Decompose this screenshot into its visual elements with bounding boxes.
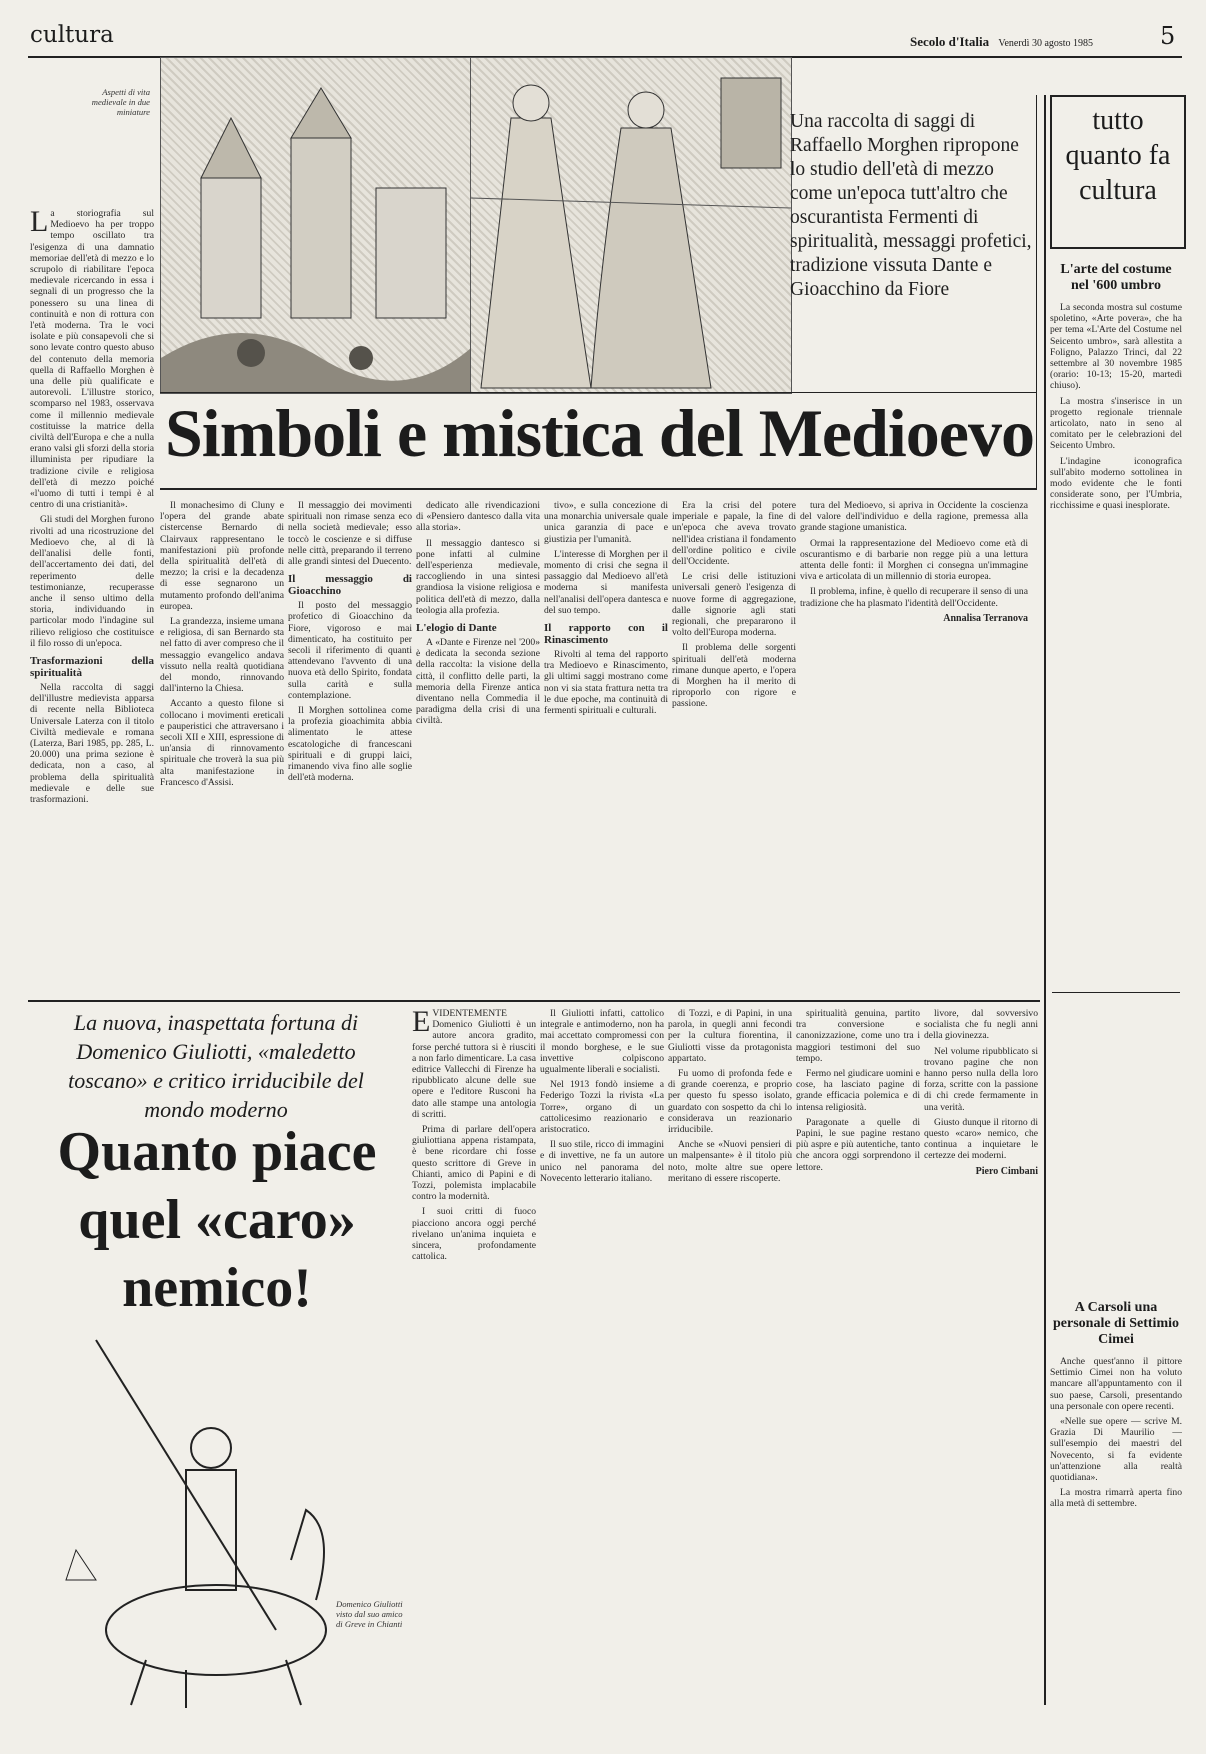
- drop-cap: L: [30, 208, 49, 238]
- article1-column-7: [800, 500, 1028, 998]
- banner-text: tutto quanto fa cultura: [1065, 105, 1171, 206]
- article2-column-5: [924, 1008, 1038, 1708]
- sidebar-paragraph: La seconda mostra sul costume spoletino, «Arte povera», che ha per tema «L'Arte del Costume nel Seicento umbro», sarà allestita a Foligno, Palazzo Trinci, dal 22 settembre al 30 novembre 1985 (orario: 10-13; 15-20, martedì chiuso).: [1050, 302, 1182, 392]
- article1-byline: Annalisa Terranova: [943, 612, 1028, 624]
- article1-subheading: Il messaggio di Gioacchino: [288, 573, 412, 598]
- article2-paragraph: di Tozzi, e di Papini, in una parola, in quegli anni fecondi per la cultura fiorentina, il Giuliotti visse da protagonista appartato.: [668, 1008, 792, 1064]
- article1-column-2: [160, 500, 284, 998]
- article2-paragraph: Giusto dunque il ritorno di questo «caro» nemico, che continua a inquietare le certezze dei moderni.: [924, 1116, 1038, 1162]
- sidebar-banner: [1050, 95, 1186, 249]
- sidebar-item-1: [1050, 262, 1182, 982]
- article1-paragraph: Le crisi delle istituzioni universali generò l'esigenza di nuove forme di aggregazione, dalle signorie agli stati regionali, che prepararono il volto dell'Europa moderna.: [672, 571, 796, 639]
- article2-lead-text: VIDENTEMENTE Domenico Giuliotti è un autore ancora gradito, forse perché tuttora si è riusciti a non farlo dimenticare. La casa editrice Vallecchi di Firenze ha ripubblicato alcune delle sue opere e l'editore Rusconi ha dato alle stampe una antologia di scritti.: [412, 1008, 536, 1120]
- article2-paragraph: I suoi critti di fuoco piacciono ancora oggi perché rivelano un'anima inquieta e sincera, profondamente cattolica.: [412, 1206, 536, 1263]
- article1-paragraph: Ormai la rappresentazione del Medioevo come età di oscurantismo e di barbarie non regge più a una lettura attenta delle fonti: il Morghen ci consegna un'immagine viva e articolata di un millennio di storia europea.: [800, 537, 1028, 583]
- article2-byline: Piero Cimbani: [975, 1165, 1038, 1177]
- article1-paragraph: Il problema, infine, è quello di recuperare il senso di una tradizione che ha plasmato l'identità dell'Occidente.: [800, 586, 1028, 609]
- miniature-illustration-left: [160, 57, 472, 394]
- article1-paragraph: Accanto a questo filone si collocano i movimenti ereticali e pauperistici che attraversano i secoli XII e XIII, espressione di un'ansia di rinnovamento spirituale che troverà la sua più alta manifestazione in Francesco d'Assisi.: [160, 698, 284, 788]
- image-caption: Aspetti di vita medievale in due miniature: [91, 87, 150, 117]
- article1-paragraph: L'interesse di Morghen per il momento di crisi che segna il passaggio dal Medioevo all'età moderna si manifesta nell'analisi dell'opera dantesca e del suo tempo.: [544, 548, 668, 616]
- article1-lead-paragraph: [30, 208, 154, 510]
- article2-column-3: [668, 1008, 792, 1708]
- headline-line: Quanto piace: [57, 1121, 377, 1183]
- article2-caption: Domenico Giuliotti visto dal suo amico di Greve in Chianti: [336, 1599, 403, 1629]
- article2-paragraph: Paragonate a quelle di Papini, le sue pagine restano più aspre e più autentiche, tanto che ancora oggi sorprendono il lettore.: [796, 1116, 920, 1173]
- headline-line: quel «caro»: [78, 1189, 356, 1251]
- sidebar-item-title: A Carsoli una personale di Settimio Cimei: [1053, 1300, 1179, 1347]
- article1-subheading: L'elogio di Dante: [416, 622, 497, 635]
- article1-paragraph: Il Morghen sottolinea come la profezia gioachimita abbia alimentato le attese escatologiche di francescani spirituali e di gruppi laici, rimanendo viva fino alle soglie dell'età moderna.: [288, 705, 412, 784]
- article1-column-3: [288, 500, 412, 998]
- article1-column-5: [544, 500, 668, 998]
- article2-paragraph: Il Giuliotti infatti, cattolico integrale e antimoderno, non ha mai accettato compromessi con il mondo borghese, e le sue invettive colpiscono ugualmente liberali e socialisti.: [540, 1008, 664, 1076]
- article1-paragraph: dedicato alle rivendicazioni di «Pensiero dantesco dalla vita alla storia».: [416, 500, 540, 534]
- don-quixote-rider-icon: [36, 1330, 366, 1710]
- drop-cap: E: [412, 1008, 431, 1038]
- article2-headline: [32, 1118, 402, 1322]
- sidebar-item-body: [1050, 302, 1182, 952]
- article1-lead-text: a storiografia sul Medioevo ha per troppo tempo oscillato tra l'esigenza di una damnatio memoriae dell'età di mezzo e lo scrupolo di riabilitare l'epoca medievale ricercando in essa i segnali di un progresso che la ponessero su una linea di continuità e non di rottura con l'età moderna. Tra le voci isolate e più consapevoli che si sono levate contro questo abuso del contenuto della memoria quella di Raffaello Morghen è una delle più qualificate e autorevoli. L'illustre storico, scomparso nel 1983, osservava come il millennio medievale costituisse la matrice della civiltà dell'Europa e che a nulla erano valsi gli sforzi della storia illuminista per ripudiare la tradizione civile e religiosa dell'età di mezzo poiché «l'uomo di tutti i tempi è al centro di una cristianità».: [30, 208, 154, 511]
- sidebar-item-2: [1050, 1300, 1182, 1705]
- article2-column-1: [412, 1008, 536, 1708]
- article2-paragraph: Prima di parlare dell'opera giuliottiana appena ristampata, è bene ricordare chi fosse questo scrittore di Greve in Chianti, amico di Papini e di Tozzi, polemista implacabile contro la modernità.: [412, 1124, 536, 1203]
- article1-paragraph: La grandezza, insieme umana e religiosa, di san Bernardo sta nel fatto di aver compreso che il messaggio evangelico andava vissuto nella realtà quotidiana del mondo, rinnovando dall'interno la Chiesa.: [160, 616, 284, 695]
- article2-lead-paragraph: [412, 1008, 536, 1120]
- article1-column-1: [30, 208, 154, 998]
- article2-paragraph: Nel volume ripubblicato si trovano pagine che non hanno perso nulla della loro forza, scritte con la passione di chi crede fermamente in una verità.: [924, 1045, 1038, 1113]
- sidebar-divider: [1044, 95, 1046, 1705]
- sidebar-paragraph: La mostra rimarrà aperta fino alla metà di settembre.: [1050, 1487, 1182, 1510]
- miniature-illustration-right: [470, 57, 792, 394]
- courtly-figures-icon: [471, 58, 791, 393]
- article2-kicker: La nuova, inaspettata fortuna di Domenico Giuliotti, «maledetto toscano» e critico irriducibile del mondo moderno: [68, 1010, 364, 1122]
- article2-paragraph: livore, dal sovversivo socialista che fu negli anni della giovinezza.: [924, 1008, 1038, 1042]
- article1-paragraph: Il problema delle sorgenti spirituali dell'età moderna rimane dunque aperto, e l'opera di Morghen ha il merito di riproporlo con rigore e passione.: [672, 642, 796, 710]
- article2-paragraph: Il suo stile, ricco di immagini e di invettive, ne fa un autore unico nel panorama del Novecento letterario italiano.: [540, 1139, 664, 1184]
- article1-paragraph: Era la crisi del potere imperiale e papale, la fine di un'epoca che aveva trovato nell'idea cristiana il fondamento dell'ordine politico e civile dell'Occidente.: [672, 500, 796, 568]
- sidebar-item-title: L'arte del costume nel '600 umbro: [1060, 262, 1172, 293]
- page-number: 5: [1160, 22, 1176, 50]
- headline-line: nemico!: [122, 1257, 312, 1319]
- issue-date: Venerdì 30 agosto 1985: [998, 38, 1094, 49]
- article1-headline: Simboli e mistica del Medioevo: [164, 395, 1034, 471]
- sidebar-paragraph: Anche quest'anno il pittore Settimio Cimei non ha voluto mancare all'appuntamento con il suo paese, Carsoli, presentando una personale con opere recenti.: [1050, 1356, 1182, 1412]
- sidebar-item-body: [1050, 1356, 1182, 1686]
- sidebar-quote: «Nelle sue opere — scrive M. Grazia Di Maurilio — sull'esempio dei maestri del Novecento, si fa evidente un'attenzione alla realtà quotidiana».: [1050, 1416, 1182, 1484]
- article1-paragraph: Il messaggio dantesco si pone infatti al culmine dell'esperienza medievale, raccogliendo in una sintesi grandiosa la visione religiosa e politica dell'età di mezzo, dalla teologia alla profezia.: [416, 537, 540, 616]
- sidebar-item-divider: [1052, 992, 1180, 993]
- article1-paragraph: Il posto del messaggio profetico di Gioacchino da Fiore, vigoroso e mai dimenticato, ha costituito per secoli il riferimento di quanti attendevano l'avvento di una nuova età dello Spirito, fondata sulla carità e sulla contemplazione.: [288, 600, 412, 701]
- article1-column-4: [416, 500, 540, 998]
- article1-paragraph: A «Dante e Firenze nel '200» è dedicata la seconda sezione della raccolta: la visione della città, il conflitto delle parti, la memoria della Firenze antica diventano nella Commedia il paradigma della crisi di una civiltà.: [416, 637, 540, 727]
- article1-paragraph: Nella raccolta di saggi dell'illustre medievista apparsa di recente nella Biblioteca Universale Laterza con il titolo Civiltà medievale e romana (Laterza, Bari 1985, pp. 285, L. 20.000) una prima sezione è dedicata, non a caso, al problema della spiritualità medievale e delle sue trasformazioni.: [30, 681, 154, 805]
- sidebar-paragraph: La mostra s'inserisce in un progetto regionale triennale articolato, nato in seno al comitato per le celebrazioni del Seicento Umbro.: [1050, 395, 1182, 452]
- article2-paragraph: Fu uomo di profonda fede e di grande coerenza, e proprio per questo fu spesso isolato, guardato con sospetto da chi lo considerava un reazionario irriducibile.: [668, 1068, 792, 1136]
- article2-column-2: [540, 1008, 664, 1708]
- castle-scene-icon: [161, 58, 471, 393]
- article2-paragraph: spiritualità genuina, partito tra conversione e canonizzazione, come uno tra i maggiori testimoni del suo tempo.: [796, 1008, 920, 1064]
- article1-paragraph: tura del Medioevo, si apriva in Occidente la coscienza del valore dell'individuo e della ragione, premessa alla grande stagione umanistica.: [800, 500, 1028, 534]
- headline-box-bottom: [160, 488, 1036, 490]
- article2-paragraph: Anche se «Nuovi pensieri di un malpensante» è il titolo più noto, molte altre sue opere meritano di essere riscoperte.: [668, 1139, 792, 1184]
- article2-column-4: [796, 1008, 920, 1708]
- article2-paragraph: Fermo nel giudicare uomini e cose, ha lasciato pagine di grande efficacia polemica e di intensa religiosità.: [796, 1068, 920, 1113]
- article1-paragraph: Gli studi del Morghen furono rivolti ad una ricostruzione del Medioevo che, al di là dell'analisi delle fonti, dell'accertamento dei dati, del reperimento delle testimonianze, recuperasse anche il senso ultimo della storia, individuando in particolar modo l'indagine sul rilievo religioso che costituisce il filo rosso di un'epoca.: [30, 514, 154, 649]
- section-label: cultura: [30, 22, 114, 48]
- article1-paragraph: Il messaggio dei movimenti spirituali non rimase senza eco nella società medievale; esso toccò le coscienze e si diffuse nelle città, preparando il terreno alle grandi sintesi del Duecento.: [288, 500, 412, 568]
- article1-paragraph: tivo», e sulla concezione di una monarchia universale quale unica garanzia di pace e giustizia per l'umanità.: [544, 500, 668, 545]
- article1-paragraph: Il monachesimo di Cluny e l'opera del grande abate cistercense Bernardo di Clairvaux rappresentano le manifestazioni più profonde della spiritualità dell'età di mezzo; la crisi e la decadenza di esse segnarono un mutamento profondo dell'anima europea.: [160, 500, 284, 612]
- masthead-title: Secolo d'Italia: [910, 34, 990, 49]
- sidebar-paragraph: L'indagine iconografica sull'abito moderno sottolinea in modo evidente che le fonti considerate sono, per l'Umbria, ricchissime e quasi inesplorate.: [1050, 455, 1182, 512]
- article1-column-6: [672, 500, 796, 998]
- newspaper-name: [910, 34, 1093, 50]
- article1-subheading: Il rapporto con il Rinascimento: [544, 622, 668, 647]
- article2-paragraph: Nel 1913 fondò insieme a Federigo Tozzi la rivista «La Torre», organo di un cattolicesimo reazionario e aristocratico.: [540, 1079, 664, 1136]
- article2-top-rule: [28, 1000, 1040, 1002]
- headline-box-right: [1036, 95, 1037, 490]
- article1-paragraph: Rivolti al tema del rapporto tra Medioevo e Rinascimento, gli ultimi saggi mostrano come non vi sia stata frattura netta tra le due epoche, ma continuità di fermenti spirituali e culturali.: [544, 649, 668, 717]
- article1-deck: Una raccolta di saggi di Raffaello Morghen ripropone lo studio dell'età di mezzo come un'epoca tutt'altro che oscurantista Fermenti di spiritualità, messaggi profetici, tradizione vissuta Dante e Gioacchino da Fiore: [790, 111, 1032, 300]
- caricature-illustration: [36, 1330, 366, 1710]
- article1-subheading: Trasformazioni della spiritualità: [30, 654, 154, 679]
